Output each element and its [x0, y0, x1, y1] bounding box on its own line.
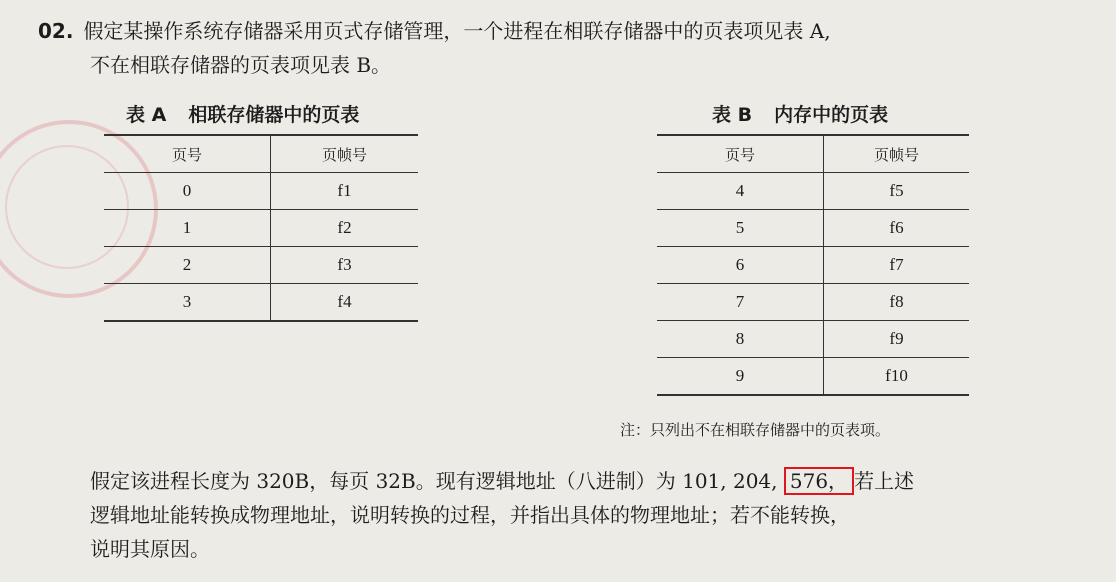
table-row	[657, 210, 969, 247]
table-row	[104, 210, 418, 247]
table-a	[104, 134, 418, 322]
table-b-caption	[712, 100, 888, 127]
cell-page: 6	[657, 247, 824, 284]
column-header-frame: 页帧号	[824, 135, 970, 173]
paragraph-line-2: 逻辑地址能转换成物理地址，说明转换的过程，并指出具体的物理地址；若不能转换，	[90, 503, 850, 527]
cell-frame: f3	[271, 247, 419, 284]
cell-frame: f2	[271, 210, 419, 247]
table-row	[657, 284, 969, 321]
paragraph-line-1	[90, 464, 1100, 498]
highlighted-address: 576，	[784, 467, 854, 495]
table-b-note: 注：只列出不在相联存储器中的页表项。	[620, 421, 891, 439]
question-number: 02.	[38, 19, 74, 43]
column-header-frame: 页帧号	[271, 135, 419, 173]
cell-frame: f1	[271, 173, 419, 210]
table-row	[104, 284, 418, 322]
table-a-caption	[126, 100, 359, 127]
cell-frame: f10	[885, 366, 908, 385]
question-line-1	[38, 14, 1098, 48]
cell-page: 8	[657, 321, 824, 358]
table-header-row	[104, 135, 418, 173]
cell-page: 0	[104, 173, 271, 210]
cell-frame: f8	[824, 284, 970, 321]
table-b-label: 表 B	[712, 104, 753, 126]
cell-frame: f9	[824, 321, 970, 358]
column-header-page: 页号	[657, 135, 824, 173]
cell-page: 3	[104, 284, 271, 322]
cell-page: 9	[657, 358, 824, 396]
question-text-1: 假定某操作系统存储器采用页式存储管理，一个进程在相联存储器中的页表项见表 A,	[83, 19, 831, 43]
column-header-page: 页号	[104, 135, 271, 173]
question-block	[38, 14, 1098, 82]
table-row	[657, 247, 969, 284]
cell-page: 1	[104, 210, 271, 247]
cell-page: 2	[104, 247, 271, 284]
cell-page: 5	[657, 210, 824, 247]
table-a-label: 表 A	[126, 104, 167, 126]
problem-paragraph	[90, 464, 1100, 566]
cell-frame: f7	[824, 247, 970, 284]
table-header-row	[657, 135, 969, 173]
cell-frame: f4	[337, 292, 352, 311]
cell-page: 7	[657, 284, 824, 321]
table-row	[657, 173, 969, 210]
table-row	[104, 247, 418, 284]
cell-frame: f6	[824, 210, 970, 247]
question-line-2: 不在相联存储器的页表项见表 B。	[90, 53, 392, 77]
table-row	[657, 358, 969, 396]
cell-page: 4	[657, 173, 824, 210]
paragraph-text-1: 假定该进程长度为 320B，每页 32B。现有逻辑地址（八进制）为 101, 204,	[90, 469, 778, 493]
table-row	[104, 173, 418, 210]
paragraph-line-3: 说明其原因。	[90, 537, 210, 561]
table-b-title: 内存中的页表	[774, 104, 889, 126]
table-b	[657, 134, 969, 396]
table-a-title: 相联存储器中的页表	[188, 104, 360, 126]
cell-frame: f5	[824, 173, 970, 210]
table-row	[657, 321, 969, 358]
paragraph-text-2: 若上述	[854, 469, 915, 493]
